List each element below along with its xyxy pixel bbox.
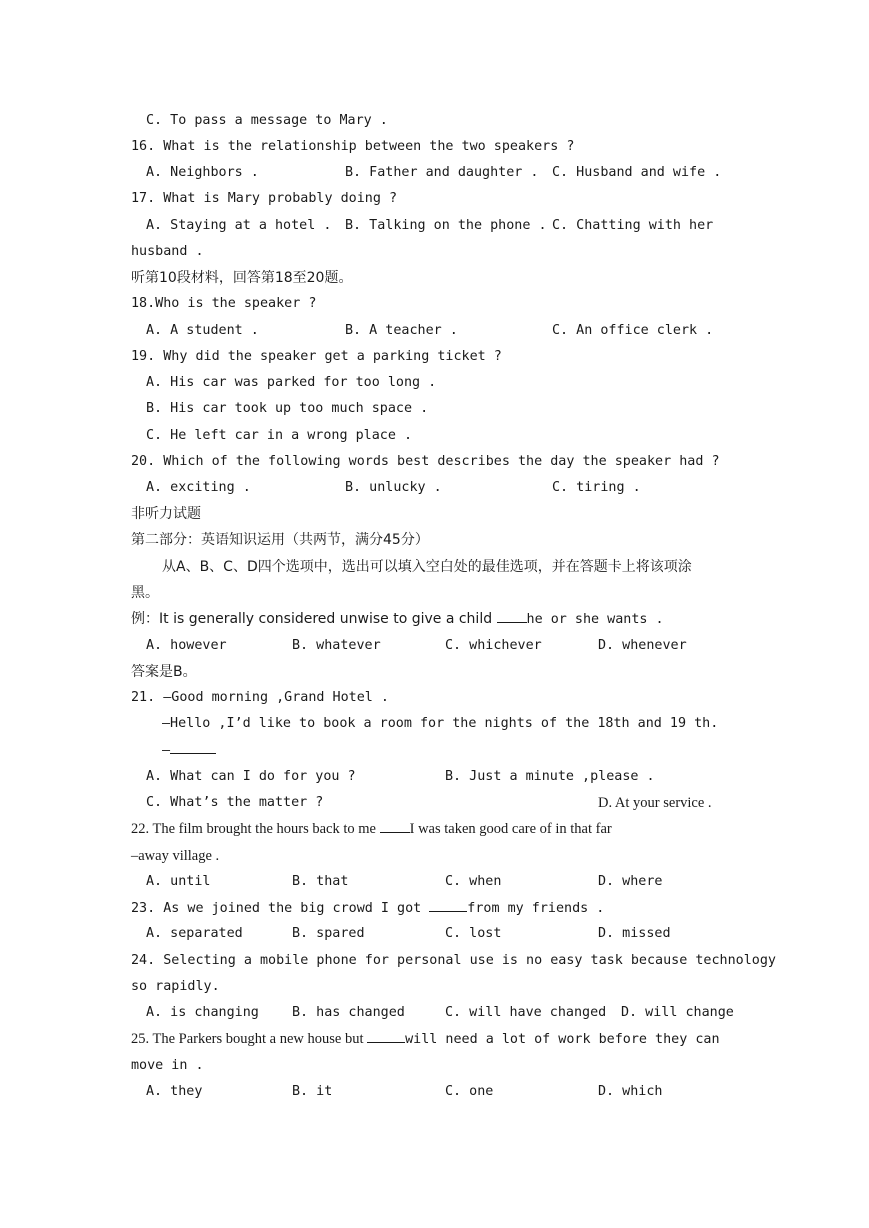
- q19-option-c: C. He left car in a wrong place .: [146, 428, 413, 443]
- q16-option-a: A. Neighbors .: [146, 165, 259, 180]
- q17-stem: 17. What is Mary probably doing ?: [131, 191, 398, 206]
- q18-stem: 18.Who is the speaker ?: [131, 296, 317, 311]
- instructions-line2: 黑。: [131, 585, 159, 601]
- q22-option-c: C. when: [445, 874, 502, 889]
- q21-line1: 21. —Good morning ,Grand Hotel .: [131, 690, 389, 705]
- example-post: he or she wants .: [526, 612, 664, 627]
- example-answer: 答案是B。: [131, 664, 197, 680]
- q25-stem: [131, 1030, 720, 1049]
- q24-option-a: A. is changing: [146, 1005, 259, 1020]
- q22-blank: [380, 820, 410, 833]
- q25-post: will need a lot of work before they can: [405, 1032, 720, 1047]
- example-option-d: D. whenever: [598, 638, 687, 653]
- q17-option-c: C. Chatting with her: [552, 218, 714, 233]
- q20-stem: 20. Which of the following words best describes the day the speaker had ?: [131, 454, 720, 469]
- q22-stem-cont: –away village .: [131, 848, 220, 864]
- example-option-b: B. whatever: [292, 638, 381, 653]
- q25-stem-cont: move in .: [131, 1058, 204, 1073]
- q23-option-a: A. separated: [146, 926, 243, 941]
- q21-option-a: A. What can I do for you ?: [146, 769, 356, 784]
- q22-option-b: B. that: [292, 874, 349, 889]
- q18-option-c: C. An office clerk .: [552, 323, 714, 338]
- q19-option-a: A. His car was parked for too long .: [146, 375, 437, 390]
- q22-pre: 22. The film brought the hours back to me: [131, 821, 380, 837]
- q21-option-c: C. What’s the matter ?: [146, 795, 324, 810]
- q19-stem: 19. Why did the speaker get a parking ticket ?: [131, 349, 502, 364]
- q20-option-c: C. tiring .: [552, 480, 641, 495]
- q22-option-d: D. where: [598, 874, 663, 889]
- non-listening-heading: 非听力试题: [131, 506, 201, 522]
- q18-option-a: A. A student .: [146, 323, 259, 338]
- q25-option-b: B. it: [292, 1084, 333, 1099]
- q15-option-c: C. To pass a message to Mary .: [146, 113, 388, 128]
- q21-option-d: D. At your service .: [598, 795, 712, 811]
- q22-post: I was taken good care of in that far: [409, 821, 612, 837]
- q24-option-c: C. will have changed: [445, 1005, 607, 1020]
- q25-option-d: D. which: [598, 1084, 663, 1099]
- q17-option-c-cont: husband .: [131, 244, 204, 259]
- q16-stem: 16. What is the relationship between the two speakers ?: [131, 139, 575, 154]
- q23-option-c: C. lost: [445, 926, 502, 941]
- instructions-line1: 从A、B、C、D四个选项中，选出可以填入空白处的最佳选项，并在答题卡上将该项涂: [162, 559, 692, 575]
- q20-option-b: B. unlucky .: [345, 480, 442, 495]
- q17-option-a: A. Staying at a hotel .: [146, 218, 332, 233]
- q22-stem: [131, 820, 612, 838]
- q16-option-b: B. Father and daughter .: [345, 165, 539, 180]
- q25-option-c: C. one: [445, 1084, 494, 1099]
- q20-option-a: A. exciting .: [146, 480, 251, 495]
- q23-pre: 23. As we joined the big crowd I got: [131, 901, 430, 916]
- q25-pre: 25. The Parkers bought a new house but: [131, 1031, 368, 1047]
- example-stem: [131, 610, 664, 629]
- q24-stem-cont: so rapidly.: [131, 979, 220, 994]
- q23-option-d: D. missed: [598, 926, 671, 941]
- q16-option-c: C. Husband and wife .: [552, 165, 722, 180]
- q21-blank: [170, 741, 216, 754]
- q23-stem: [131, 899, 604, 918]
- q24-option-b: B. has changed: [292, 1005, 405, 1020]
- q21-option-b: B. Just a minute ,please .: [445, 769, 655, 784]
- example-pre: 例：It is generally considered unwise to give a child: [131, 611, 497, 627]
- q18-option-b: B. A teacher .: [345, 323, 458, 338]
- example-blank: [497, 610, 527, 623]
- q21-line2: —Hello ,I’d like to book a room for the nights of the 18th and 19 th.: [162, 716, 719, 731]
- q25-option-a: A. they: [146, 1084, 203, 1099]
- example-option-a: A. however: [146, 638, 227, 653]
- example-option-c: C. whichever: [445, 638, 542, 653]
- q22-option-a: A. until: [146, 874, 211, 889]
- q23-post: from my friends .: [467, 901, 605, 916]
- q21-line3: [162, 741, 216, 760]
- part2-heading: 第二部分：英语知识运用（共两节，满分45分）: [131, 532, 429, 548]
- q17-option-b: B. Talking on the phone .: [345, 218, 547, 233]
- q23-blank: [429, 899, 467, 912]
- q24-stem: 24. Selecting a mobile phone for personal use is no easy task because technology: [131, 953, 776, 968]
- q25-blank: [367, 1030, 405, 1043]
- q23-option-b: B. spared: [292, 926, 365, 941]
- q19-option-b: B. His car took up too much space .: [146, 401, 429, 416]
- section-10-heading: 听第10段材料，回答第18至20题。: [131, 270, 353, 286]
- q24-option-d: D. will change: [621, 1005, 734, 1020]
- q21-dash: —: [162, 743, 171, 758]
